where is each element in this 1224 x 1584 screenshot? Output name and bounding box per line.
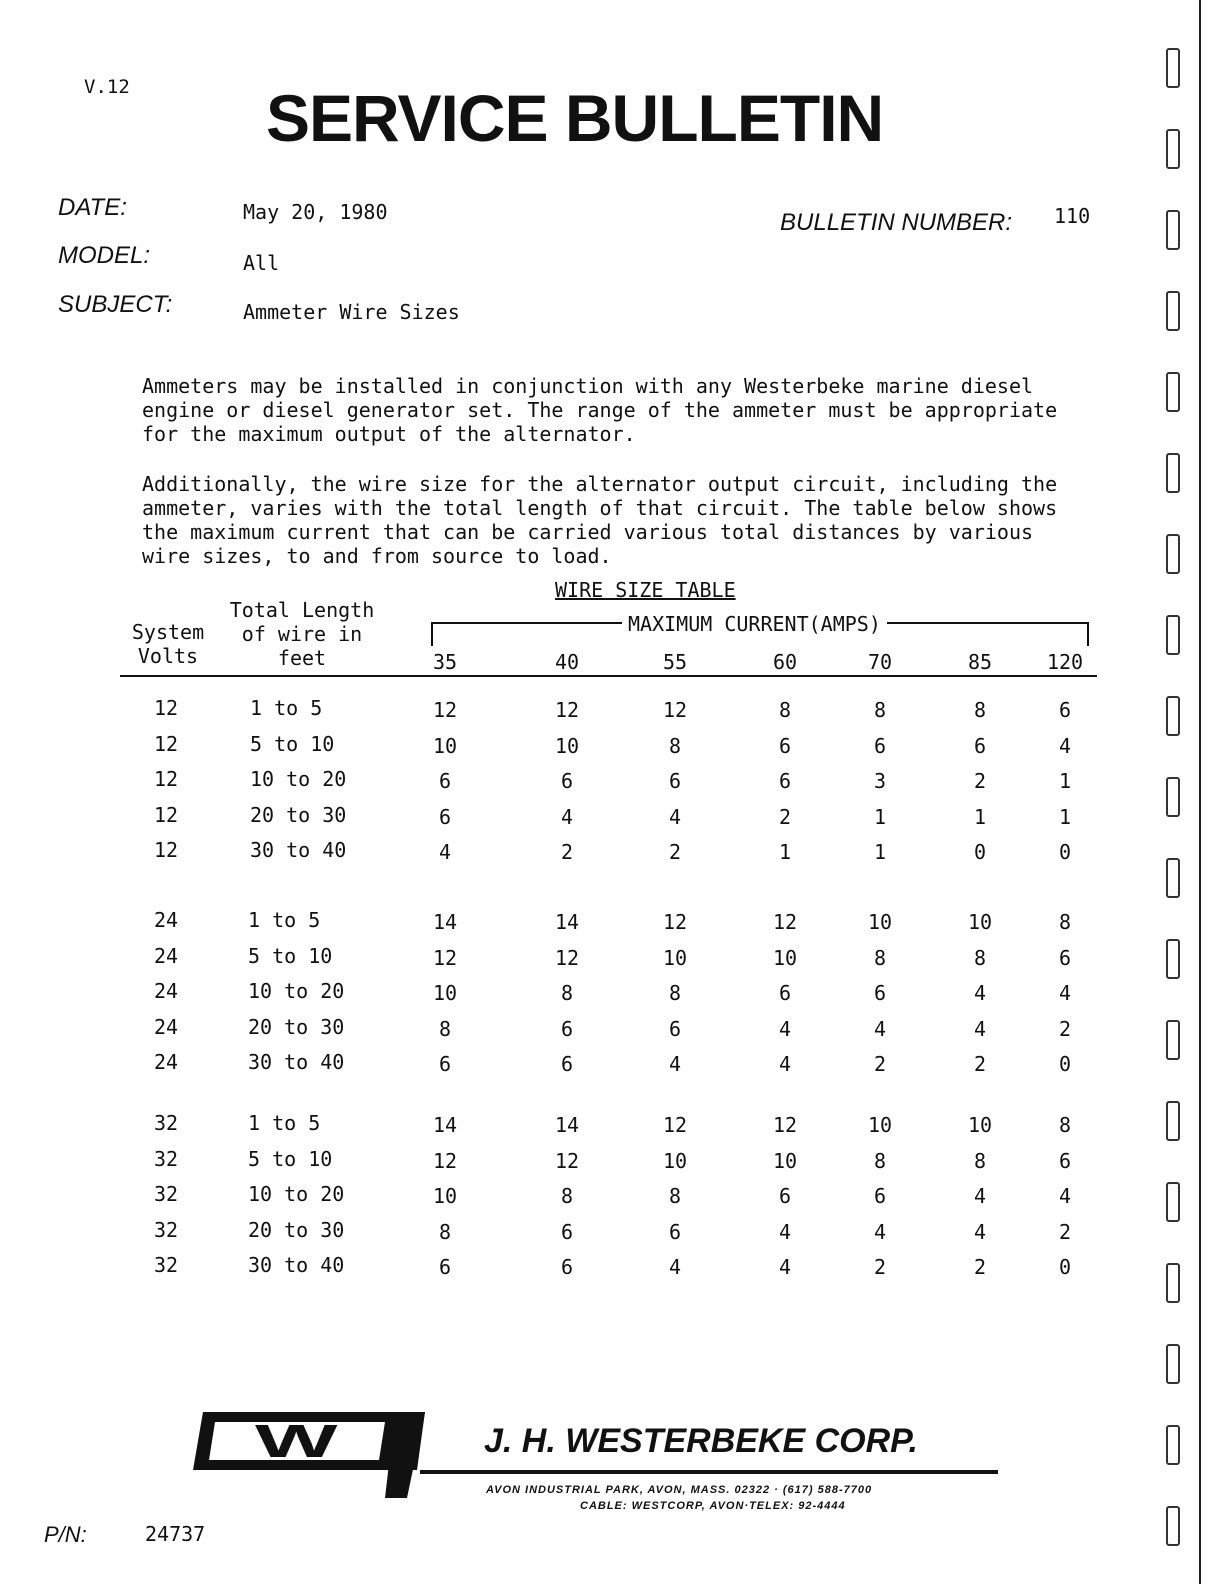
table-cell-wire-size: 12 — [554, 946, 580, 970]
table-cell-wire-size: 6 — [778, 734, 792, 758]
binder-ring — [1166, 453, 1180, 493]
binder-ring — [1166, 939, 1180, 979]
table-cell-wire-size: 2 — [973, 769, 987, 793]
table-cell-wire-size: 8 — [668, 1184, 682, 1208]
table-cell-wire-size: 10 — [867, 1113, 893, 1137]
current-header: MAXIMUM CURRENT(AMPS) — [622, 612, 887, 636]
table-cell-wire-size: 10 — [867, 910, 893, 934]
company-name: J. H. WESTERBEKE CORP. — [484, 1422, 918, 1460]
table-cell-wire-size: 8 — [973, 1149, 987, 1173]
table-cell-wire-size: 8 — [778, 698, 792, 722]
table-cell-volts: 32 — [153, 1111, 179, 1135]
binder-ring — [1166, 615, 1180, 655]
table-cell-wire-size: 6 — [873, 981, 887, 1005]
table-cell-wire-size: 1 — [873, 840, 887, 864]
paragraph-intro: Ammeters may be installed in conjunction with any Westerbeke marine diesel engine or diesel generator set. The range of the ammeter must be appropriate for the maximum output of the alternator. — [142, 374, 1058, 446]
table-cell-volts: 12 — [153, 767, 179, 791]
company-cable: CABLE: WESTCORP, AVON·TELEX: 92-4444 — [580, 1500, 846, 1512]
table-cell-wire-size: 2 — [1058, 1220, 1072, 1244]
table-cell-wire-size: 8 — [560, 1184, 574, 1208]
table-cell-wire-size: 8 — [668, 734, 682, 758]
binder-ring — [1166, 858, 1180, 898]
table-cell-wire-size: 8 — [438, 1220, 452, 1244]
table-cell-wire-size: 14 — [432, 910, 458, 934]
table-cell-wire-size: 10 — [662, 1149, 688, 1173]
table-cell-wire-size: 6 — [560, 769, 574, 793]
table-cell-volts: 32 — [153, 1218, 179, 1242]
table-cell-wire-size: 0 — [1058, 1052, 1072, 1076]
table-cell-wire-size: 2 — [973, 1052, 987, 1076]
table-cell-length: 5 to 10 — [248, 944, 333, 968]
model-label: MODEL: — [58, 242, 151, 269]
page-title: SERVICE BULLETIN — [266, 81, 884, 155]
amps-header-5: 85 — [967, 650, 993, 674]
date-label: DATE: — [58, 194, 127, 221]
binder-ring — [1166, 1020, 1180, 1060]
table-cell-wire-size: 10 — [772, 946, 798, 970]
table-cell-wire-size: 10 — [432, 734, 458, 758]
binder-ring — [1166, 372, 1180, 412]
table-cell-wire-size: 6 — [438, 1052, 452, 1076]
table-cell-wire-size: 4 — [1058, 1184, 1072, 1208]
model-value: All — [243, 251, 280, 275]
binder-ring — [1166, 1101, 1180, 1141]
amps-header-0: 35 — [432, 650, 458, 674]
table-cell-wire-size: 1 — [973, 805, 987, 829]
table-cell-wire-size: 0 — [1058, 1255, 1072, 1279]
table-cell-volts: 12 — [153, 696, 179, 720]
table-cell-volts: 32 — [153, 1147, 179, 1171]
footer-rule — [420, 1470, 998, 1474]
binder-ring — [1166, 129, 1180, 169]
table-cell-wire-size: 6 — [668, 769, 682, 793]
table-cell-wire-size: 12 — [432, 946, 458, 970]
bulletin-number-value: 110 — [1054, 204, 1091, 228]
table-cell-volts: 32 — [153, 1253, 179, 1277]
table-cell-wire-size: 6 — [1058, 946, 1072, 970]
table-cell-length: 20 to 30 — [248, 1015, 345, 1039]
binder-ring — [1166, 696, 1180, 736]
company-logo — [185, 1410, 435, 1500]
table-cell-wire-size: 8 — [1058, 910, 1072, 934]
table-cell-wire-size: 10 — [432, 1184, 458, 1208]
table-cell-wire-size: 2 — [1058, 1017, 1072, 1041]
table-cell-length: 5 to 10 — [250, 732, 335, 756]
table-cell-wire-size: 2 — [873, 1052, 887, 1076]
table-cell-wire-size: 10 — [967, 910, 993, 934]
table-cell-wire-size: 8 — [438, 1017, 452, 1041]
binder-ring — [1166, 534, 1180, 574]
table-cell-wire-size: 12 — [772, 910, 798, 934]
table-cell-wire-size: 6 — [873, 734, 887, 758]
table-cell-wire-size: 8 — [973, 698, 987, 722]
table-cell-wire-size: 4 — [668, 805, 682, 829]
table-title: WIRE SIZE TABLE — [555, 578, 736, 602]
table-cell-wire-size: 10 — [662, 946, 688, 970]
table-cell-length: 1 to 5 — [248, 908, 321, 932]
table-cell-wire-size: 4 — [973, 981, 987, 1005]
column-header-length: Total Length of wire in feet — [229, 598, 375, 670]
table-cell-wire-size: 6 — [973, 734, 987, 758]
table-cell-length: 30 to 40 — [248, 1050, 345, 1074]
table-cell-wire-size: 4 — [873, 1017, 887, 1041]
table-cell-wire-size: 6 — [1058, 698, 1072, 722]
table-cell-wire-size: 2 — [973, 1255, 987, 1279]
table-cell-volts: 12 — [153, 732, 179, 756]
table-cell-length: 10 to 20 — [250, 767, 347, 791]
date-value: May 20, 1980 — [243, 200, 388, 224]
table-cell-wire-size: 12 — [662, 1113, 688, 1137]
part-number-label: P/N: — [44, 1522, 87, 1547]
table-cell-length: 10 to 20 — [248, 979, 345, 1003]
table-cell-wire-size: 0 — [973, 840, 987, 864]
table-cell-wire-size: 4 — [778, 1220, 792, 1244]
page-edge-line — [1199, 0, 1201, 1584]
table-cell-length: 30 to 40 — [248, 1253, 345, 1277]
table-cell-wire-size: 8 — [873, 946, 887, 970]
table-cell-volts: 24 — [153, 908, 179, 932]
table-cell-wire-size: 6 — [560, 1255, 574, 1279]
table-cell-length: 5 to 10 — [248, 1147, 333, 1171]
table-cell-wire-size: 4 — [438, 840, 452, 864]
binder-ring — [1166, 1344, 1180, 1384]
table-cell-wire-size: 6 — [560, 1017, 574, 1041]
table-cell-wire-size: 4 — [778, 1255, 792, 1279]
table-cell-wire-size: 14 — [554, 910, 580, 934]
table-cell-wire-size: 10 — [772, 1149, 798, 1173]
table-cell-wire-size: 12 — [554, 698, 580, 722]
table-cell-wire-size: 4 — [778, 1052, 792, 1076]
table-cell-wire-size: 12 — [432, 1149, 458, 1173]
table-cell-wire-size: 6 — [438, 1255, 452, 1279]
table-cell-wire-size: 6 — [778, 981, 792, 1005]
table-cell-wire-size: 8 — [873, 1149, 887, 1173]
table-cell-wire-size: 6 — [560, 1220, 574, 1244]
table-cell-wire-size: 6 — [560, 1052, 574, 1076]
part-number-value: 24737 — [145, 1522, 206, 1546]
table-cell-wire-size: 6 — [778, 769, 792, 793]
table-cell-wire-size: 8 — [973, 946, 987, 970]
table-cell-volts: 24 — [153, 944, 179, 968]
table-cell-wire-size: 14 — [554, 1113, 580, 1137]
table-cell-wire-size: 4 — [1058, 734, 1072, 758]
table-cell-wire-size: 1 — [778, 840, 792, 864]
table-cell-volts: 32 — [153, 1182, 179, 1206]
table-cell-wire-size: 4 — [1058, 981, 1072, 1005]
table-cell-length: 1 to 5 — [250, 696, 323, 720]
table-cell-wire-size: 4 — [778, 1017, 792, 1041]
table-cell-wire-size: 4 — [973, 1017, 987, 1041]
version-label: V.12 — [84, 76, 130, 98]
table-cell-wire-size: 3 — [873, 769, 887, 793]
table-cell-wire-size: 8 — [1058, 1113, 1072, 1137]
table-cell-wire-size: 1 — [873, 805, 887, 829]
table-cell-wire-size: 12 — [662, 910, 688, 934]
binder-ring — [1166, 777, 1180, 817]
amps-header-1: 40 — [554, 650, 580, 674]
table-cell-wire-size: 6 — [1058, 1149, 1072, 1173]
company-address: AVON INDUSTRIAL PARK, AVON, MASS. 02322 · (617) 588-7700 — [486, 1484, 873, 1496]
amps-header-2: 55 — [662, 650, 688, 674]
table-cell-wire-size: 4 — [873, 1220, 887, 1244]
table-cell-wire-size: 8 — [873, 698, 887, 722]
table-cell-wire-size: 12 — [554, 1149, 580, 1173]
table-cell-wire-size: 2 — [668, 840, 682, 864]
table-cell-wire-size: 4 — [560, 805, 574, 829]
subject-label: SUBJECT: — [58, 291, 173, 318]
binder-ring — [1166, 1425, 1180, 1465]
binder-ring — [1166, 210, 1180, 250]
table-cell-wire-size: 2 — [873, 1255, 887, 1279]
table-cell-wire-size: 6 — [668, 1017, 682, 1041]
table-cell-wire-size: 4 — [973, 1220, 987, 1244]
binder-ring — [1166, 1182, 1180, 1222]
table-cell-volts: 12 — [153, 838, 179, 862]
table-cell-volts: 24 — [153, 979, 179, 1003]
table-cell-wire-size: 1 — [1058, 769, 1072, 793]
binder-ring — [1166, 48, 1180, 88]
table-cell-wire-size: 6 — [438, 769, 452, 793]
table-cell-length: 30 to 40 — [250, 838, 347, 862]
table-cell-wire-size: 1 — [1058, 805, 1072, 829]
table-cell-wire-size: 14 — [432, 1113, 458, 1137]
table-cell-length: 20 to 30 — [250, 803, 347, 827]
table-cell-wire-size: 2 — [778, 805, 792, 829]
amps-header-3: 60 — [772, 650, 798, 674]
table-cell-wire-size: 8 — [560, 981, 574, 1005]
table-cell-wire-size: 8 — [668, 981, 682, 1005]
table-cell-volts: 24 — [153, 1050, 179, 1074]
table-header-rule — [120, 675, 1097, 677]
bulletin-number-label: BULLETIN NUMBER: — [780, 209, 1013, 236]
table-cell-wire-size: 10 — [967, 1113, 993, 1137]
table-cell-wire-size: 4 — [668, 1052, 682, 1076]
amps-header-4: 70 — [867, 650, 893, 674]
subject-value: Ammeter Wire Sizes — [243, 300, 460, 324]
table-cell-length: 10 to 20 — [248, 1182, 345, 1206]
paragraph-wire-size: Additionally, the wire size for the alternator output circuit, including the ammeter, varies with the total length of that circuit. The table below shows the maximum current that can be carried various total distances by various wire sizes, to and from source to load. — [142, 472, 1058, 568]
binder-ring — [1166, 1506, 1180, 1546]
table-cell-volts: 12 — [153, 803, 179, 827]
column-header-volts: System Volts — [131, 620, 205, 668]
table-cell-wire-size: 12 — [432, 698, 458, 722]
table-cell-wire-size: 10 — [554, 734, 580, 758]
table-cell-wire-size: 0 — [1058, 840, 1072, 864]
table-cell-wire-size: 4 — [973, 1184, 987, 1208]
binder-ring — [1166, 291, 1180, 331]
table-cell-wire-size: 6 — [873, 1184, 887, 1208]
table-cell-wire-size: 12 — [772, 1113, 798, 1137]
table-cell-wire-size: 12 — [662, 698, 688, 722]
table-cell-wire-size: 6 — [438, 805, 452, 829]
table-cell-wire-size: 10 — [432, 981, 458, 1005]
table-cell-length: 20 to 30 — [248, 1218, 345, 1242]
table-cell-wire-size: 6 — [668, 1220, 682, 1244]
amps-header-6: 120 — [1046, 650, 1084, 674]
table-cell-wire-size: 2 — [560, 840, 574, 864]
table-cell-wire-size: 6 — [778, 1184, 792, 1208]
table-cell-length: 1 to 5 — [248, 1111, 321, 1135]
table-cell-volts: 24 — [153, 1015, 179, 1039]
table-cell-wire-size: 4 — [668, 1255, 682, 1279]
binder-ring — [1166, 1263, 1180, 1303]
logo-letter: W — [255, 1415, 334, 1467]
